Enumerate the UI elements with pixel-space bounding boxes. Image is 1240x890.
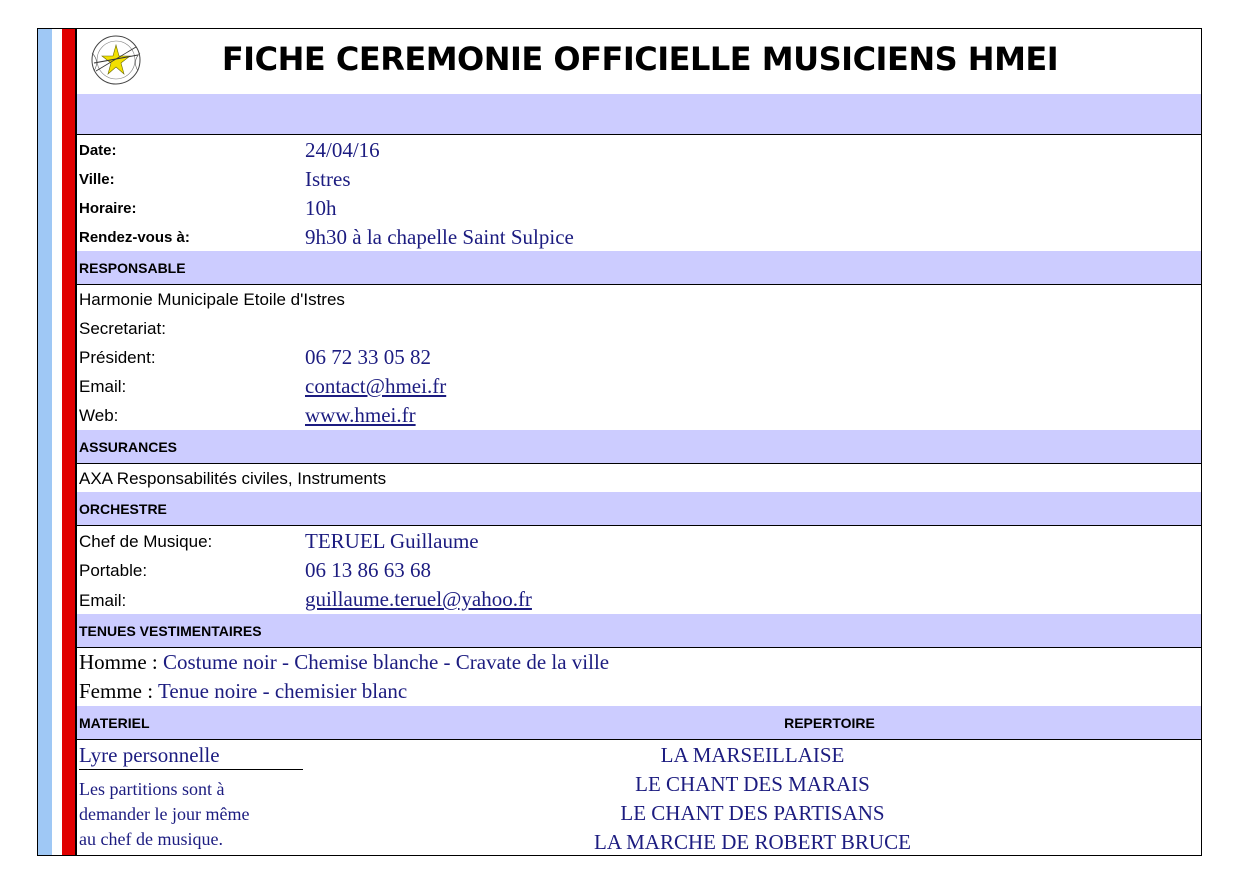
website-link[interactable]: www.hmei.fr [305,403,416,427]
flag-stripe-red [62,29,75,855]
portable-phone: 06 13 86 63 68 [305,558,431,582]
divider [77,647,1201,648]
president-phone: 06 72 33 05 82 [305,345,431,369]
header-band [77,94,1201,134]
repertoire-item: LE CHANT DES MARAIS [635,772,870,796]
tenue-femme-label: Femme : [79,679,158,703]
lyre-text: Lyre personnelle [79,743,303,770]
page-title: FICHE CEREMONIE OFFICIELLE MUSICIENS HMEI [221,40,1059,78]
rdv-value: 9h30 à la chapelle Saint Sulpice [305,225,574,249]
date-label: Date: [79,142,117,159]
section-materiel-repertoire [77,706,1201,739]
tenue-femme [79,679,407,704]
tenue-homme [79,650,609,675]
section-orchestre [77,492,1201,525]
rdv-label: Rendez-vous à: [79,229,190,246]
section-tenues-label: TENUES VESTIMENTAIRES [79,622,262,639]
repertoire-item: LE CHANT DES PARTISANS [620,801,885,825]
horaire-value: 10h [305,196,337,220]
divider [77,739,1201,740]
chef-email-label: Email: [79,591,127,610]
partitions-line: Les partitions sont à [79,779,225,799]
date-value: 24/04/16 [305,138,380,162]
partitions-line: au chef de musique. [79,829,223,849]
section-repertoire-label: REPERTOIRE [784,714,875,731]
tenue-homme-label: Homme : [79,650,163,674]
section-responsable [77,251,1201,284]
repertoire-item: LA MARCHE DE ROBERT BRUCE [594,830,911,854]
section-tenues [77,614,1201,647]
chef-label: Chef de Musique: [79,532,213,551]
divider [77,463,1201,464]
tenue-homme-value: Costume noir - Chemise blanche - Cravate de la ville [163,650,610,674]
assurance-text: AXA Responsabilités civiles, Instruments [79,469,387,488]
secretariat-label: Secretariat: [79,319,166,338]
chef-email-link[interactable]: guillaume.teruel@yahoo.fr [305,587,532,611]
email-label: Email: [79,377,127,396]
ville-value: Istres [305,167,351,191]
divider [77,525,1201,526]
flag-stripe-blue [38,29,52,855]
tenue-femme-value: Tenue noire - chemisier blanc [157,679,408,703]
horaire-label: Horaire: [79,200,137,217]
ville-label: Ville: [79,171,115,188]
divider [77,134,1201,135]
contact-email-link[interactable]: contact@hmei.fr [305,374,447,398]
section-assurances-label: ASSURANCES [79,438,178,455]
web-label: Web: [79,406,119,425]
section-responsable-label: RESPONSABLE [79,259,186,276]
repertoire-item: LA MARSEILLAISE [660,743,845,767]
section-assurances [77,430,1201,463]
partitions-note [79,777,309,852]
section-materiel-label: MATERIEL [79,714,150,731]
section-orchestre-label: ORCHESTRE [79,500,167,517]
flag-stripe-white [52,29,62,855]
divider [77,284,1201,285]
portable-label: Portable: [79,561,148,580]
chef-name: TERUEL Guillaume [305,529,479,553]
partitions-line: demander le jour même [79,804,250,824]
president-label: Président: [79,348,156,367]
org-name: Harmonie Municipale Etoile d'Istres [79,290,345,309]
